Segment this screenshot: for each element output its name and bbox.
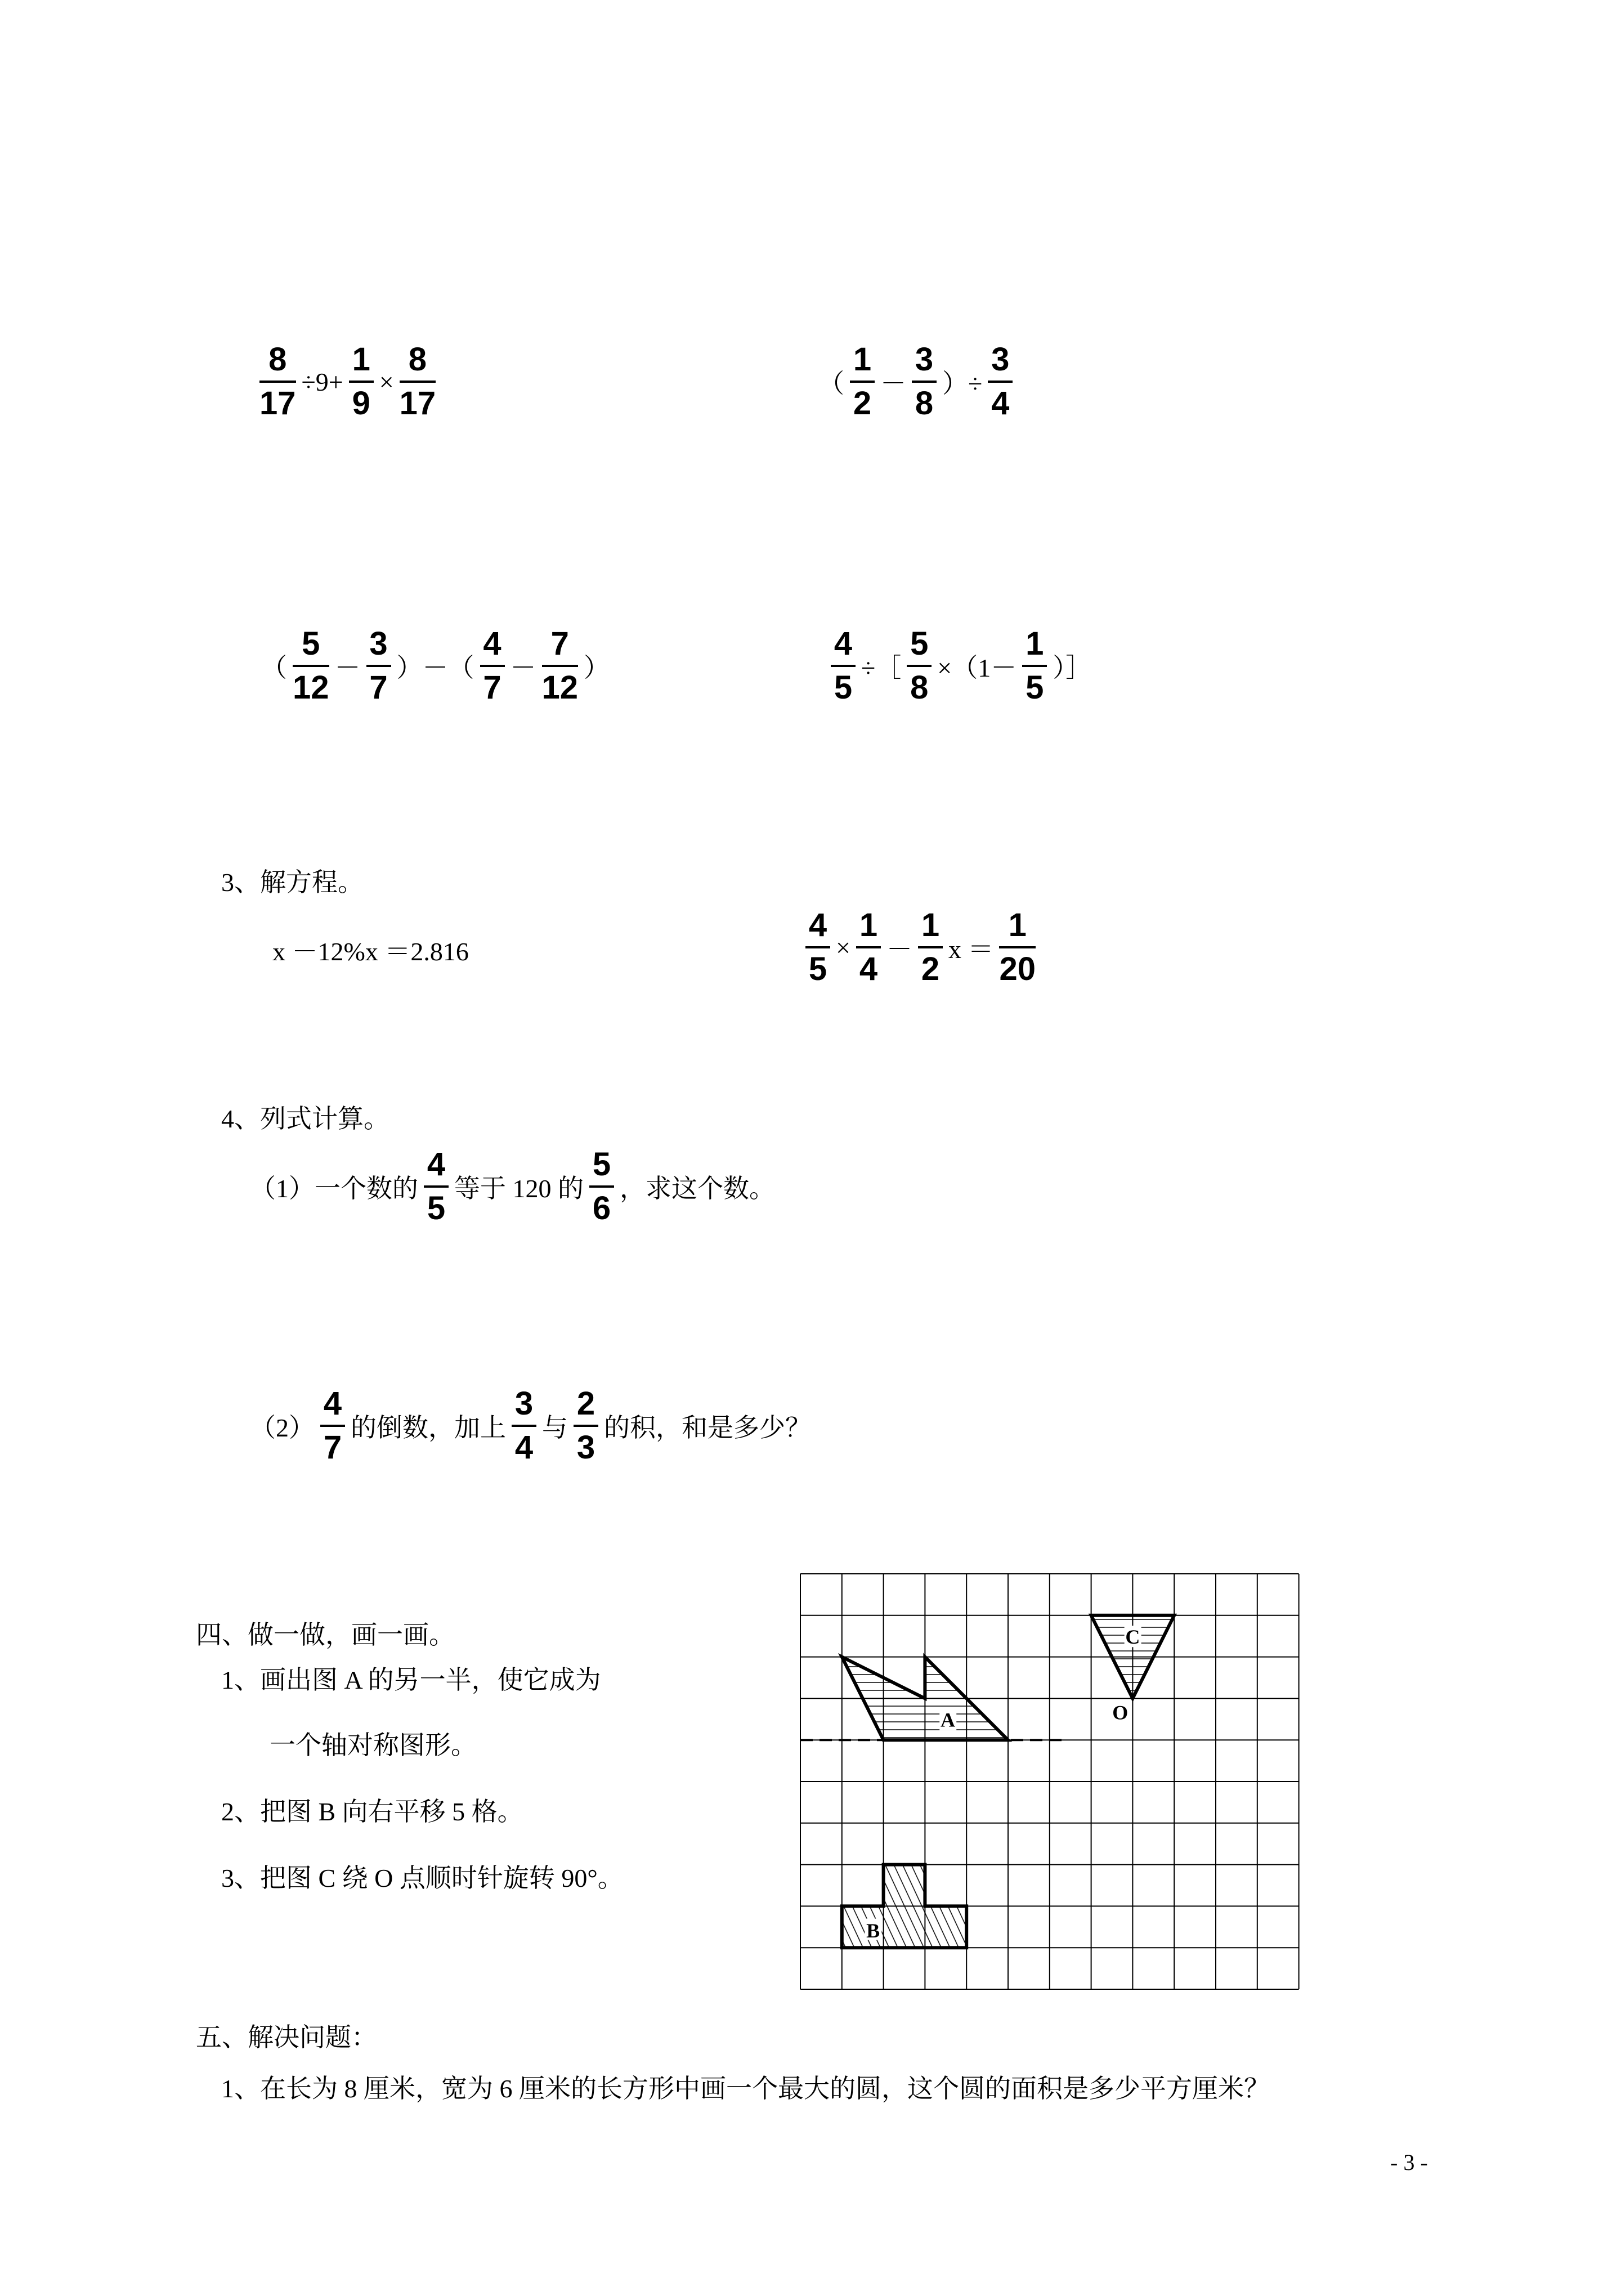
numerator: 3 (514, 1385, 534, 1422)
fraction (988, 343, 1013, 420)
page-number: - 3 - (1390, 2150, 1428, 2175)
numerator: 3 (991, 341, 1010, 378)
expression-text: 与 (542, 1413, 568, 1442)
expression-text: ） (584, 654, 610, 682)
numerator: 5 (592, 1146, 611, 1183)
expression-text: （2） (250, 1413, 315, 1442)
numerator: 4 (483, 625, 501, 662)
denominator: 12 (293, 669, 329, 706)
fraction (541, 625, 579, 706)
denominator: 9 (352, 385, 370, 422)
expression-text: × (379, 367, 394, 396)
numerator: 3 (369, 625, 388, 662)
expression-text: 等于 120 的 (454, 1174, 584, 1203)
equation-2 (802, 909, 1039, 986)
denominator: 3 (576, 1429, 595, 1466)
numerator: 2 (576, 1385, 595, 1422)
part-five-title: 五、解决问题： (196, 2023, 377, 2052)
denominator: 5 (808, 951, 827, 987)
fraction (850, 343, 875, 420)
shape-b-label: B (866, 1919, 880, 1942)
shape-a-label: A (940, 1708, 955, 1731)
part-five-question-1: 1、在长为 8 厘米，宽为 6 厘米的长方形中画一个最大的圆，这个圆的面积是多少平方厘米？ (221, 2074, 1270, 2103)
fraction (918, 909, 943, 986)
question-4-1 (248, 1148, 777, 1225)
numerator: 4 (427, 1146, 446, 1183)
expression-text: － (880, 369, 906, 398)
fraction (856, 909, 881, 986)
numerator: 1 (1008, 907, 1027, 943)
fraction (259, 343, 296, 420)
fraction (320, 1385, 345, 1466)
numerator: 5 (302, 625, 320, 662)
part-four-item-2: 2、把图 B 向右平移 5 格。 (221, 1797, 523, 1826)
fraction (366, 625, 391, 706)
numerator: 8 (408, 341, 427, 378)
denominator: 7 (323, 1429, 342, 1466)
numerator: 1 (1026, 625, 1044, 662)
denominator: 17 (259, 385, 296, 422)
expression-text: ）÷ (942, 369, 983, 398)
expression-text: ×（1－ (937, 654, 1017, 682)
fraction (1022, 625, 1047, 706)
equation-1: x －12%x ＝2.816 (272, 937, 469, 966)
denominator: 6 (592, 1190, 611, 1227)
denominator: 8 (910, 669, 929, 706)
expression-text: － (334, 654, 361, 682)
section-3-title: 3、解方程。 (221, 868, 364, 897)
numerator: 8 (268, 341, 287, 378)
part-four-item-1: 1、画出图 A 的另一半，使它成为 (221, 1666, 601, 1694)
fraction (999, 909, 1036, 986)
expression-text: ÷9+ (301, 367, 343, 396)
calc-expression-2 (816, 343, 1016, 420)
denominator: 2 (853, 385, 872, 422)
calc-expression-3 (259, 625, 612, 706)
denominator: 4 (859, 951, 878, 987)
denominator: 17 (399, 385, 436, 422)
denominator: 5 (834, 669, 853, 706)
fraction (574, 1385, 598, 1466)
numerator: 1 (921, 907, 940, 943)
expression-text: x ＝ (948, 935, 994, 964)
calc-expression-1 (256, 343, 439, 420)
expression-text: － (886, 935, 912, 964)
fraction (912, 343, 937, 420)
denominator: 7 (369, 669, 388, 706)
shape-c-label: C (1125, 1625, 1140, 1648)
part-four-item-3: 3、把图 C 绕 O 点顺时针旋转 90°。 (221, 1864, 624, 1892)
denominator: 4 (991, 385, 1010, 422)
expression-text: ）－（ (396, 654, 474, 682)
expression-text: ）］ (1053, 654, 1092, 682)
fraction (907, 625, 932, 706)
point-o-label: O (1112, 1701, 1129, 1724)
numerator: 3 (915, 341, 934, 378)
part-four-item-1-cont: 一个轴对称图形。 (270, 1731, 477, 1760)
question-4-2 (248, 1385, 813, 1466)
denominator: 5 (427, 1190, 446, 1227)
fraction (400, 343, 436, 420)
fraction (589, 1148, 614, 1225)
expression-text: 的倒数，加上 (351, 1413, 506, 1442)
numerator: 1 (859, 907, 878, 943)
denominator: 20 (999, 951, 1036, 987)
fraction (831, 625, 856, 706)
part-four-title: 四、做一做，画一画。 (196, 1621, 455, 1649)
expression-text: ÷［ (861, 654, 902, 682)
expression-text: （1）一个数的 (250, 1174, 418, 1203)
numerator: 4 (834, 625, 853, 662)
expression-text: （ (818, 369, 844, 398)
denominator: 8 (915, 385, 934, 422)
fraction (480, 625, 505, 706)
fraction (512, 1385, 536, 1466)
fraction (293, 625, 329, 706)
expression-text: （ (261, 654, 287, 682)
expression-text: 的积，和是多少？ (604, 1413, 811, 1442)
numerator: 1 (853, 341, 872, 378)
numerator: 7 (550, 625, 569, 662)
denominator: 2 (921, 951, 940, 987)
denominator: 12 (541, 669, 579, 706)
fraction (805, 909, 830, 986)
fraction (424, 1148, 449, 1225)
denominator: 5 (1026, 669, 1044, 706)
grid-figure (795, 1568, 1307, 1996)
numerator: 4 (808, 907, 827, 943)
denominator: 4 (514, 1429, 534, 1466)
calc-expression-4 (827, 625, 1094, 706)
expression-text: － (510, 654, 536, 682)
denominator: 7 (483, 669, 501, 706)
section-4-title: 4、列式计算。 (221, 1104, 389, 1133)
expression-text: × (836, 933, 850, 962)
numerator: 5 (910, 625, 929, 662)
numerator: 1 (352, 341, 370, 378)
fraction (349, 343, 374, 420)
shape-b (842, 1865, 966, 1948)
expression-text: ，求这个数。 (620, 1174, 775, 1203)
numerator: 4 (323, 1385, 342, 1422)
